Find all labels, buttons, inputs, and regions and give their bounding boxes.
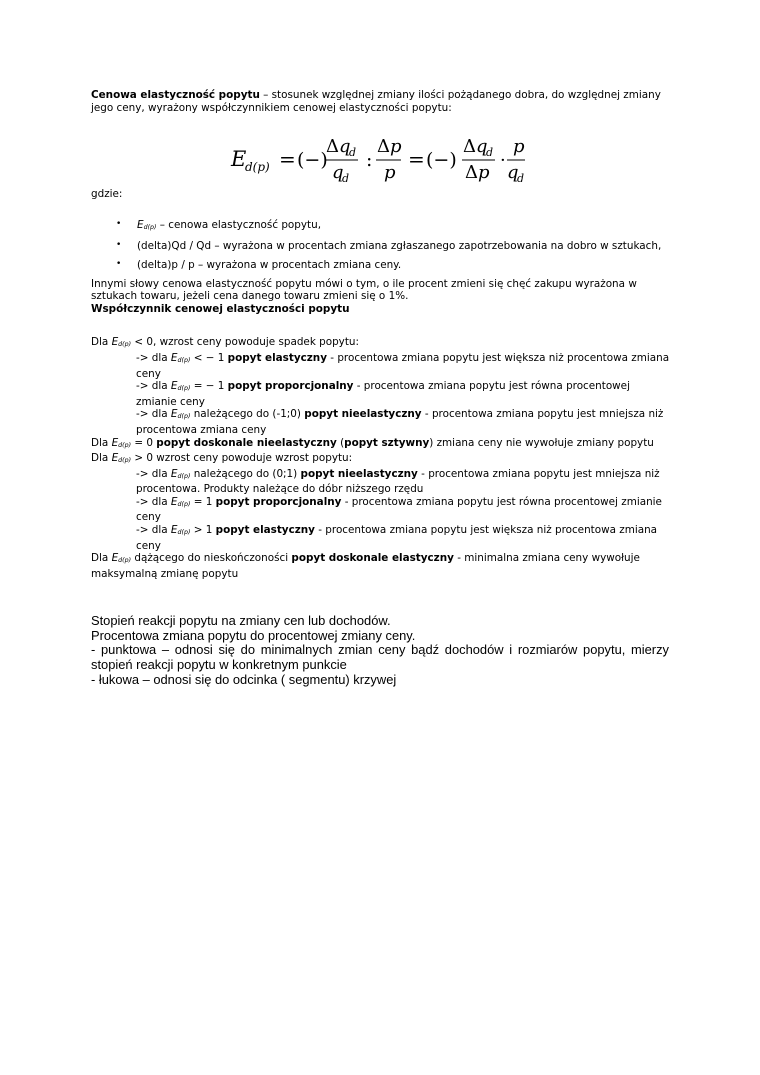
- rule-text: -> dla: [136, 408, 171, 421]
- rule-text: - procentowa zmiana popytu jest większa niż procentowa zmiana ceny: [136, 351, 670, 380]
- rule-text: > 1: [190, 524, 216, 537]
- rule-line: [91, 352, 671, 380]
- rule-line: [91, 496, 671, 524]
- note-line: - punktowa – odnosi się do minimalnych zmian ceny bądź dochodów i rozmiarów popytu, mierzy stopień reakcji popytu w konkretnym punkcie: [91, 642, 669, 673]
- notes-block: [91, 614, 669, 688]
- symbol-e: E: [111, 336, 119, 349]
- rule-term: popyt doskonale nieelastyczny: [156, 436, 337, 449]
- rule-text: -> dla: [136, 380, 171, 393]
- rule-text: - procentowa zmiana popytu jest równa procentowej zmianie ceny: [136, 495, 662, 524]
- formula-q-sub-3: d: [486, 146, 494, 160]
- bullet-icon: •: [116, 240, 122, 251]
- gdzie-label: gdzie:: [91, 188, 123, 201]
- rule-text: < 0, wzrost ceny powoduje spadek popytu:: [131, 336, 359, 349]
- symbol-e: E: [137, 218, 144, 231]
- formula-delta-2: Δ: [377, 136, 390, 158]
- note-line: - łukowa – odnosi się do odcinka ( segmentu) krzywej: [91, 671, 397, 687]
- rule-text: > 0 wzrost ceny powoduje wzrost popytu:: [131, 452, 353, 465]
- symbol-e: E: [170, 495, 178, 508]
- symbol-sub: d(p): [118, 441, 132, 449]
- document-body: [91, 89, 671, 580]
- rule-text: -> dla: [136, 524, 171, 537]
- formula-p-1: p: [390, 136, 402, 158]
- symbol-sub: d(p): [177, 413, 191, 421]
- rule-line: [91, 452, 671, 468]
- rule-text: - minimalna zmiana ceny wywołuje maksymalną zmianę popytu: [91, 552, 640, 580]
- list-item-text: – cenowa elastyczność popytu,: [156, 218, 321, 231]
- symbol-sub: d(p): [118, 341, 132, 349]
- rule-term: popyt sztywny: [344, 436, 430, 449]
- limit-paragraph: [91, 552, 671, 580]
- rule-text: Dla: [91, 336, 112, 349]
- rule-line: [91, 524, 671, 552]
- rule-term: popyt elastyczny: [227, 351, 327, 364]
- formula-delta-3: Δ: [463, 136, 476, 158]
- formula-p-4: p: [513, 136, 525, 158]
- bullet-icon: •: [116, 218, 122, 229]
- definition-text: – stosunek względnej zmiany ilości pożądanego dobra, do względnej zmiany jego ceny, wyrażony współczynnikiem cenowej elastyczności popytu:: [91, 89, 661, 114]
- symbol-sub: d(p): [177, 529, 191, 537]
- symbol-sub: d(p): [177, 356, 191, 364]
- symbol-e: E: [111, 436, 119, 449]
- note-line: Procentowa zmiana popytu do procentowej zmiany ceny.: [91, 627, 416, 643]
- rule-line: [91, 408, 671, 436]
- definition-term: Cenowa elastyczność popytu: [91, 89, 260, 101]
- rule-text: - procentowa zmiana popytu jest równa procentowej zmianie ceny: [136, 380, 630, 408]
- symbol-e: E: [170, 467, 178, 480]
- rules-block: [91, 336, 671, 552]
- symbol-sub: d(p): [177, 385, 191, 393]
- rule-term: popyt doskonale elastyczny: [291, 552, 454, 565]
- formula-q-4: q: [507, 162, 519, 184]
- list-item: [91, 259, 671, 272]
- elasticity-formula: [227, 128, 527, 188]
- explanation-paragraph: Innymi słowy cenowa elastyczność popytu mówi o tym, o ile procent zmieni się chęć zakupu wyrażona w sztukach towaru, jeżeli cena danego towaru zmieni się o 1%.: [91, 277, 637, 303]
- rule-term: popyt elastyczny: [215, 524, 315, 537]
- formula-q-sub-1: d: [349, 146, 357, 160]
- formula-delta-1: Δ: [326, 136, 339, 158]
- rule-text: = 0: [131, 436, 157, 449]
- formula-q-sub-2: d: [342, 172, 350, 186]
- formula-lhs: E: [231, 147, 247, 172]
- formula-q-sub-4: d: [517, 172, 525, 186]
- rule-text: = 1: [190, 495, 216, 508]
- rule-term: popyt proporcjonalny: [227, 380, 354, 393]
- rule-text: -> dla: [136, 495, 171, 508]
- rule-text: -> dla: [136, 351, 171, 364]
- rule-term: popyt proporcjonalny: [215, 495, 342, 508]
- rule-term: popyt nieelastyczny: [304, 408, 422, 421]
- formula-eq-2: =: [408, 147, 425, 172]
- rule-text: = − 1: [190, 380, 228, 393]
- formula-neg-2: (−): [426, 149, 457, 172]
- rule-text: należącego do (-1;0): [190, 408, 305, 421]
- rule-text: Dla: [91, 452, 112, 465]
- list-item-text: (delta)p / p – wyrażona w procentach zmiana ceny.: [137, 258, 402, 271]
- symbol-sub: d(p): [118, 457, 132, 465]
- formula-neg-1: (−): [297, 149, 328, 172]
- symbol-e: E: [170, 408, 178, 421]
- symbol-sub: d(p): [177, 472, 191, 480]
- symbol-e: E: [170, 524, 178, 537]
- formula-p-3: p: [478, 162, 490, 184]
- rule-text: ) zmiana ceny nie wywołuje zmiany popytu: [429, 436, 654, 449]
- formula-dot: ·: [500, 150, 506, 172]
- formula-q-2: q: [332, 162, 344, 184]
- rule-line: [91, 336, 671, 352]
- rule-line: [91, 468, 671, 496]
- bullet-icon: •: [116, 258, 122, 269]
- rule-text: należącego do (0;1): [190, 467, 301, 480]
- definition-paragraph: [91, 89, 671, 114]
- rule-text: -> dla: [136, 467, 171, 480]
- note-line: Stopień reakcji popytu na zmiany cen lub dochodów.: [91, 613, 391, 628]
- symbol-e: E: [111, 552, 119, 565]
- symbol-sub: d(p): [177, 500, 191, 508]
- rule-text: - procentowa zmiana popytu jest mniejsza niż procentowa zmiana ceny: [136, 408, 664, 436]
- symbol-e: E: [111, 452, 119, 465]
- formula-eq-1: =: [279, 147, 296, 172]
- list-item: [91, 240, 671, 253]
- rule-text: - procentowa zmiana popytu jest mniejsza niż procentowa. Produkty należące do dóbr niższego rzędu: [136, 467, 660, 496]
- formula-lhs-sub: d(p): [245, 160, 270, 175]
- section-heading: Współczynnik cenowej elastyczności popytu: [91, 302, 350, 315]
- rule-line: [91, 437, 671, 453]
- rule-text: dążącego do nieskończoności: [131, 552, 292, 565]
- definitions-list: [91, 219, 671, 272]
- formula-q-3: q: [476, 136, 488, 158]
- formula-delta-4: Δ: [465, 162, 478, 184]
- list-item-text: (delta)Qd / Qd – wyrażona w procentach zmiana zgłaszanego zapotrzebowania na dobro w sztukach,: [137, 240, 662, 253]
- list-item: [91, 219, 671, 235]
- rule-term: popyt nieelastyczny: [300, 467, 418, 480]
- rule-text: < − 1: [190, 351, 228, 364]
- symbol-e: E: [170, 351, 178, 364]
- rule-text: Dla: [91, 552, 112, 565]
- symbol-sub: d(p): [118, 557, 132, 565]
- formula-q-1: q: [339, 136, 351, 158]
- rule-line: [91, 380, 671, 408]
- rule-text: (: [336, 436, 345, 449]
- symbol-sub: d(p): [143, 223, 157, 231]
- rule-text: Dla: [91, 436, 112, 449]
- rule-text: - procentowa zmiana popytu jest większa niż procentowa zmiana ceny: [136, 524, 658, 552]
- formula-p-2: p: [384, 162, 396, 184]
- symbol-e: E: [170, 380, 178, 393]
- formula-colon: :: [366, 149, 373, 172]
